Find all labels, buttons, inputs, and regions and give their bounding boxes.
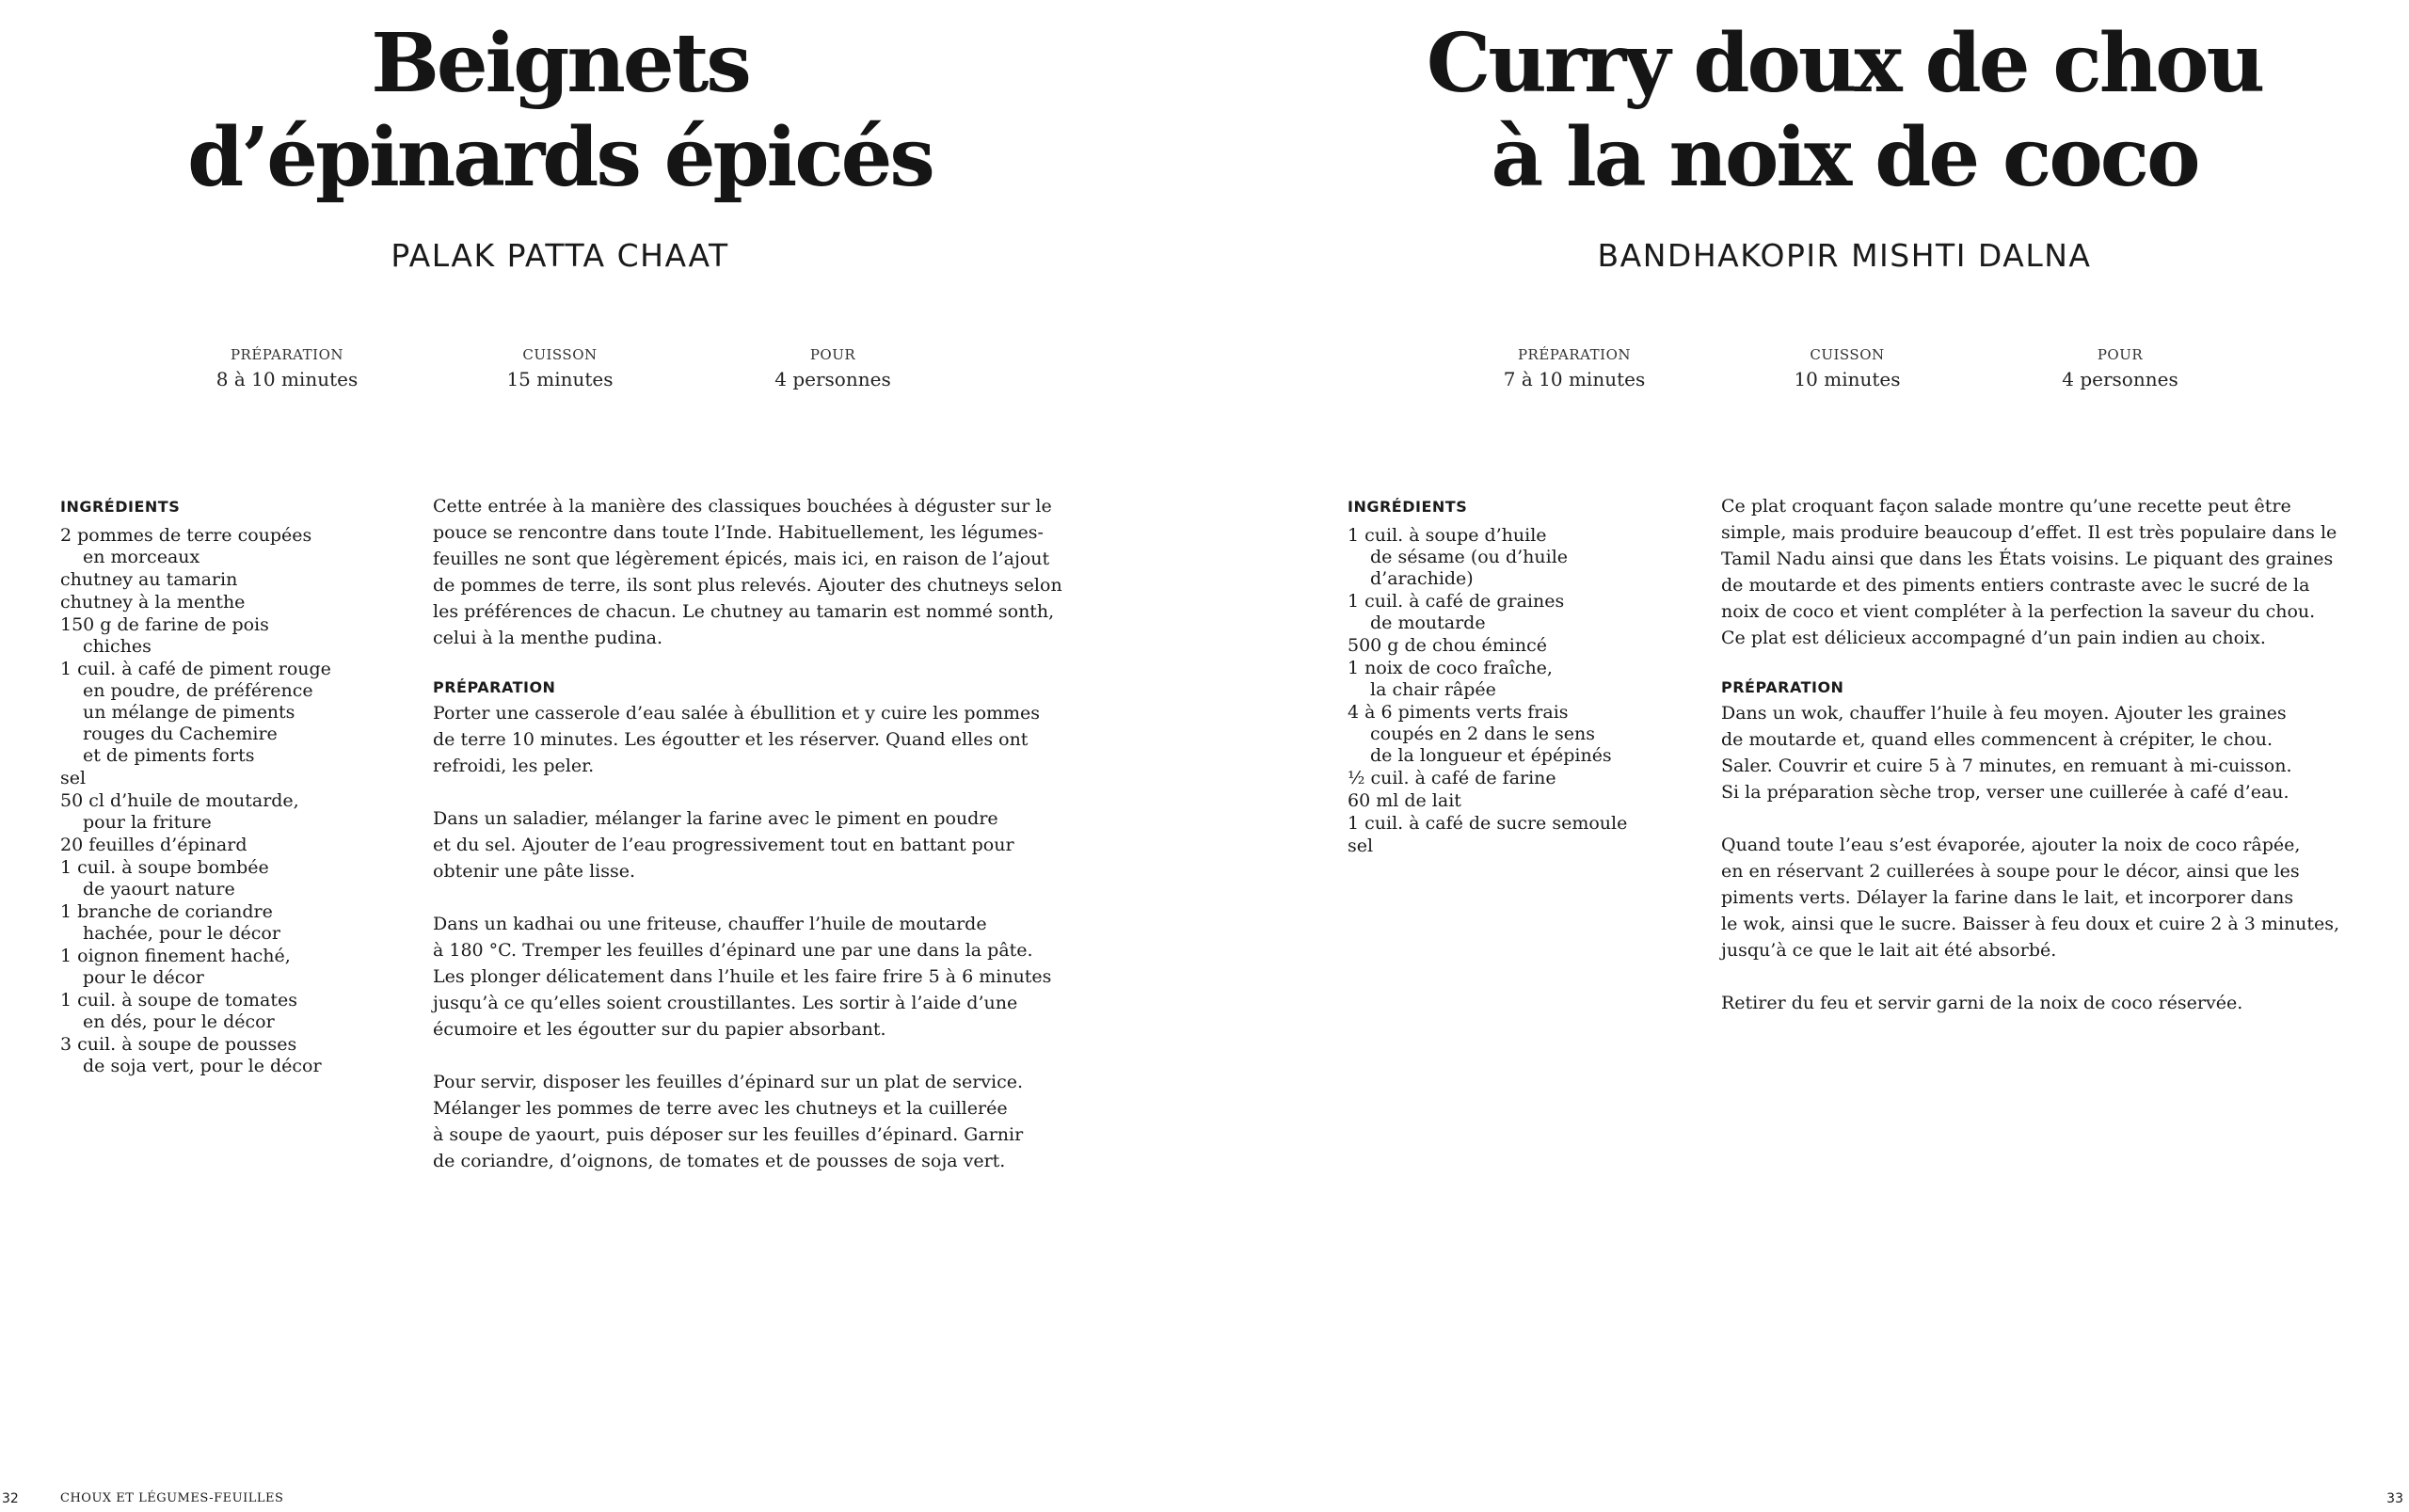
meta-value: 4 personnes [2062, 368, 2178, 390]
step-paragraph: Dans un saladier, mélanger la farine avec le piment en poudre et du sel. Ajouter de l’eau progressivement tout en battant pour obtenir une pâte lisse. [433, 808, 1014, 882]
ingredient-item: 1 cuil. à soupe bombée de yaourt nature [60, 857, 269, 899]
meta-value: 4 personnes [774, 368, 891, 390]
method-column [1721, 493, 2361, 1042]
ingredient-item: 2 pommes de terre coupées en morceaux [60, 525, 312, 567]
step-paragraph: Dans un kadhai ou une friteuse, chauffer l’huile de moutarde à 180 °C. Tremper les feuilles d’épinard une par une dans la pâte. Les plonger délicatement dans l’huile et les faire frire 5 à 6 minutes jusqu’à ce qu’elles soient croustillantes. Les sortir à l’aide d’une écumoire et les égoutter sur du papier absorbant. [433, 914, 1052, 1040]
running-head: CHOUX ET LÉGUMES-FEUILLES [60, 1491, 284, 1505]
meta-servings [1998, 344, 2242, 393]
intro-paragraph: Ce plat croquant façon salade montre qu’une recette peut être simple, mais produire beaucoup d’effet. Il est très populaire dans le Tamil Nadu ainsi que dans les États voisins. Le piquant des graines de moutarde et des piments entiers contraste avec le sucré de la noix de coco et vient compléter à la perfection la saveur du chou. Ce plat est délicieux accompagné d’un pain indien au choix. [1721, 496, 2337, 648]
ingredient-item: 150 g de farine de pois chiches [60, 614, 269, 657]
ingredients-heading: INGRÉDIENTS [1348, 498, 1468, 516]
meta-label: PRÉPARATION [1517, 346, 1632, 363]
title-line: d’épinards épicés [187, 110, 933, 205]
ingredient-item: 1 cuil. à soupe de tomates en dés, pour le décor [60, 990, 297, 1032]
recipe-title [1242, 17, 2409, 205]
ingredient-item: chutney à la menthe [60, 592, 246, 613]
meta-preparation [1452, 344, 1697, 393]
ingredient-item: 1 noix de coco fraîche, la chair râpée [1348, 658, 1553, 700]
step-paragraph: Quand toute l’eau s’est évaporée, ajouter la noix de coco râpée, en en réservant 2 cuillerées à soupe pour le décor, ainsi que les piments verts. Délayer la farine dans le lait, et incorporer dans le wok, ainsi que le sucre. Baisser à feu doux et cuire 2 à 3 minutes, jusqu’à ce que le lait ait été absorbé. [1721, 835, 2340, 961]
right-page [1204, 0, 2409, 1512]
ingredients-column [1348, 497, 1658, 858]
step-paragraph: Retirer du feu et servir garni de la noix de coco réservée. [1721, 993, 2243, 1013]
step-paragraph: Porter une casserole d’eau salée à ébullition et y cuire les pommes de terre 10 minutes. Les égoutter et les réserver. Quand elles ont refroidi, les peler. [433, 703, 1041, 776]
ingredient-item: 50 cl d’huile de moutarde, pour la friture [60, 790, 299, 833]
ingredient-item: ½ cuil. à café de farine [1348, 768, 1556, 788]
ingredient-item: 1 oignon finement haché, pour le décor [60, 946, 291, 988]
method-column [433, 493, 1073, 1201]
page-number: 32 [2, 1491, 19, 1506]
intro-paragraph: Cette entrée à la manière des classiques bouchées à déguster sur le pouce se rencontre dans toute l’Inde. Habituellement, les légumes- feuilles ne sont que légèrement épicés, mais ici, en raison de l’ajout de pommes de terre, ils sont plus relevés. Ajouter des chutneys selon les préférences de chacun. Le chutney au tamarin est nommé sonth, celui à la menthe pudina. [433, 496, 1062, 648]
title-line: à la noix de coco [1491, 110, 2198, 205]
meta-cooking [438, 344, 682, 393]
ingredient-item: 1 branche de coriandre hachée, pour le décor [60, 901, 280, 944]
step-paragraph: Dans un wok, chauffer l’huile à feu moyen. Ajouter les graines de moutarde et, quand elles commencent à crépiter, le chou. Saler. Couvrir et cuire 5 à 7 minutes, en remuant à mi-cuisson. Si la préparation sèche trop, verser une cuillerée à café d’eau. [1721, 703, 2292, 803]
ingredient-item: 1 cuil. à café de graines de moutarde [1348, 591, 1565, 633]
recipe-title [0, 17, 1120, 205]
meta-preparation [165, 344, 409, 393]
meta-cooking [1725, 344, 1970, 393]
step-paragraph: Pour servir, disposer les feuilles d’épinard sur un plat de service. Mélanger les pommes de terre avec les chutneys et la cuillerée à soupe de yaourt, puis déposer sur les feuilles d’épinard. Garnir de coriandre, d’oignons, de tomates et de pousses de soja vert. [433, 1072, 1024, 1171]
ingredients-column [60, 497, 371, 1078]
meta-label: CUISSON [1810, 346, 1885, 363]
meta-value: 10 minutes [1794, 368, 1901, 390]
left-page [0, 0, 1204, 1512]
ingredients-heading: INGRÉDIENTS [60, 498, 181, 516]
ingredients-list [60, 525, 371, 1077]
ingredient-item: 60 ml de lait [1348, 790, 1461, 811]
preparation-heading: PRÉPARATION [1721, 678, 1844, 696]
ingredient-item: 3 cuil. à soupe de pousses de soja vert, pour le décor [60, 1034, 322, 1076]
meta-servings [710, 344, 955, 393]
recipe-subtitle: PALAK PATTA CHAAT [391, 237, 729, 274]
ingredient-item: 20 feuilles d’épinard [60, 835, 247, 855]
ingredient-item: 4 à 6 piments verts frais coupés en 2 dans le sens de la longueur et épépinés [1348, 702, 1612, 766]
meta-value: 15 minutes [506, 368, 614, 390]
meta-label: POUR [2097, 346, 2144, 363]
ingredient-item: 1 cuil. à café de sucre semoule [1348, 813, 1628, 834]
ingredient-item: 500 g de chou émincé [1348, 635, 1548, 656]
ingredient-item: 1 cuil. à soupe d’huile de sésame (ou d’huile d’arachide) [1348, 525, 1569, 589]
ingredient-item: 1 cuil. à café de piment rouge en poudre, de préférence un mélange de piments rouges du Cachemire et de piments forts [60, 659, 331, 766]
page-number: 33 [2386, 1491, 2403, 1506]
meta-value: 7 à 10 minutes [1503, 368, 1646, 390]
preparation-heading: PRÉPARATION [433, 678, 556, 696]
meta-label: POUR [809, 346, 856, 363]
ingredient-item: sel [1348, 836, 1374, 856]
title-line: Curry doux de chou [1426, 16, 2263, 111]
ingredient-item: chutney au tamarin [60, 569, 238, 590]
meta-value: 8 à 10 minutes [215, 368, 359, 390]
ingredient-item: sel [60, 768, 87, 788]
meta-label: PRÉPARATION [230, 346, 344, 363]
recipe-subtitle: BANDHAKOPIR MISHTI DALNA [1597, 237, 2092, 274]
meta-label: CUISSON [522, 346, 598, 363]
title-line: Beignets [371, 16, 749, 111]
ingredients-list [1348, 525, 1658, 857]
